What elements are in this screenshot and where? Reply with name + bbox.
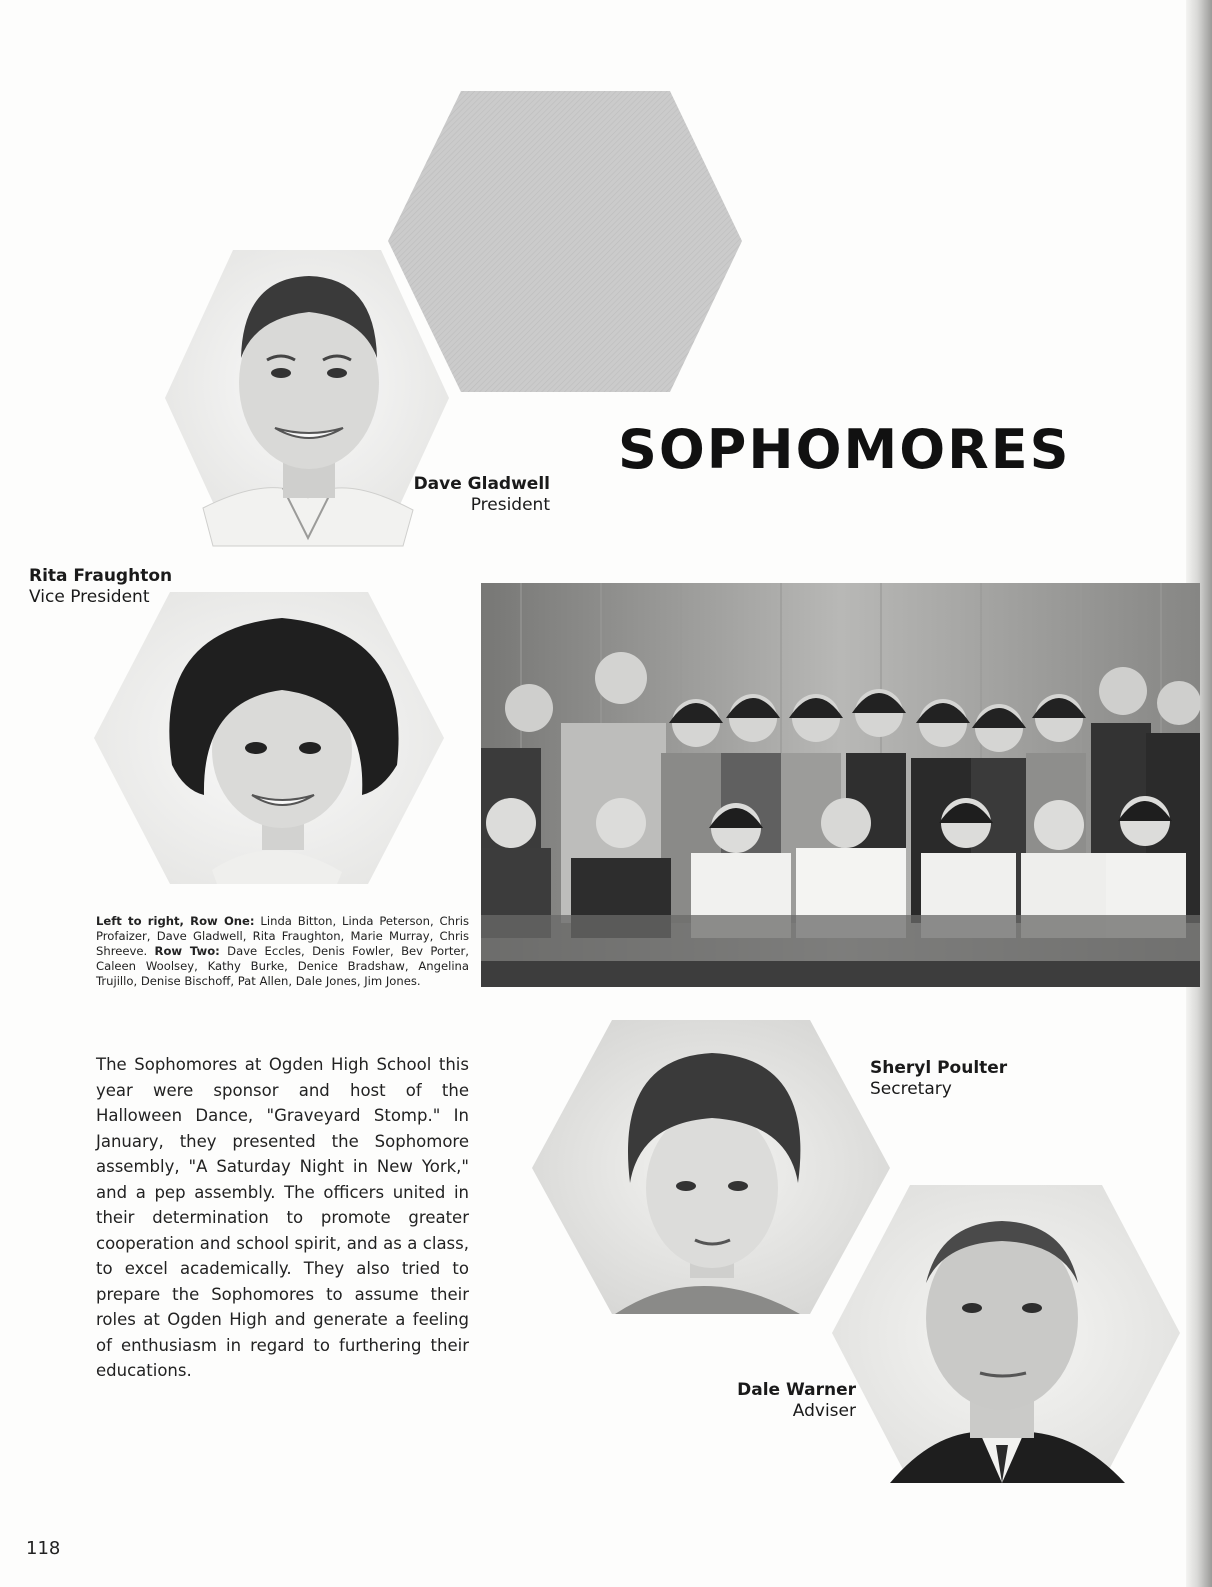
caption-row-two-label: Row Two: [154, 944, 220, 958]
secretary-role: Secretary [870, 1079, 952, 1099]
vice-president-role: Vice President [29, 587, 150, 607]
president-name: Dave Gladwell [413, 474, 550, 494]
secretary-name: Sheryl Poulter [870, 1058, 1008, 1078]
president-label [380, 474, 550, 516]
adviser-role: Adviser [792, 1401, 856, 1421]
caption-row-two: Dave Eccles, Denis Fowler, Bev Porter, Caleen Woolsey, Kathy Burke, Denice Bradshaw, Angelina Trujillo, Denise Bischoff, Pat Allen, Dale Jones, Jim Jones. [96, 944, 469, 988]
group-photo-caption [96, 914, 469, 989]
sophomore-class-description: The Sophomores at Ogden High School this year were sponsor and host of the Halloween Dance, "Graveyard Stomp." In January, they presented the Sophomore assembly, "A Saturday Night in New York," and a pep assembly. The officers united in their determination to promote greater cooperation and school spirit, and as a class, to excel academically. They also tried to prepare the Sophomores to assume their roles at Ogden High and generate a feeling of enthusiasm in regard to furthering their educations. [96, 1055, 469, 1380]
adviser-label [660, 1380, 856, 1422]
vice-president-portrait [92, 590, 446, 886]
page-title: SOPHOMORES [618, 418, 1071, 481]
caption-row-one: Linda Bitton, Linda Peterson, Chris Profaizer, Dave Gladwell, Rita Fraughton, Marie Murray, Chris Shreeve. [96, 914, 469, 958]
secretary-label [870, 1058, 1070, 1100]
page-number: 118 [26, 1538, 61, 1559]
adviser-portrait [830, 1183, 1182, 1485]
vice-president-name: Rita Fraughton [29, 566, 173, 586]
president-role: President [470, 495, 550, 515]
caption-lead: Left to right, Row One: [96, 914, 255, 928]
adviser-name: Dale Warner [737, 1380, 856, 1400]
class-officers-group-photo [481, 583, 1200, 987]
